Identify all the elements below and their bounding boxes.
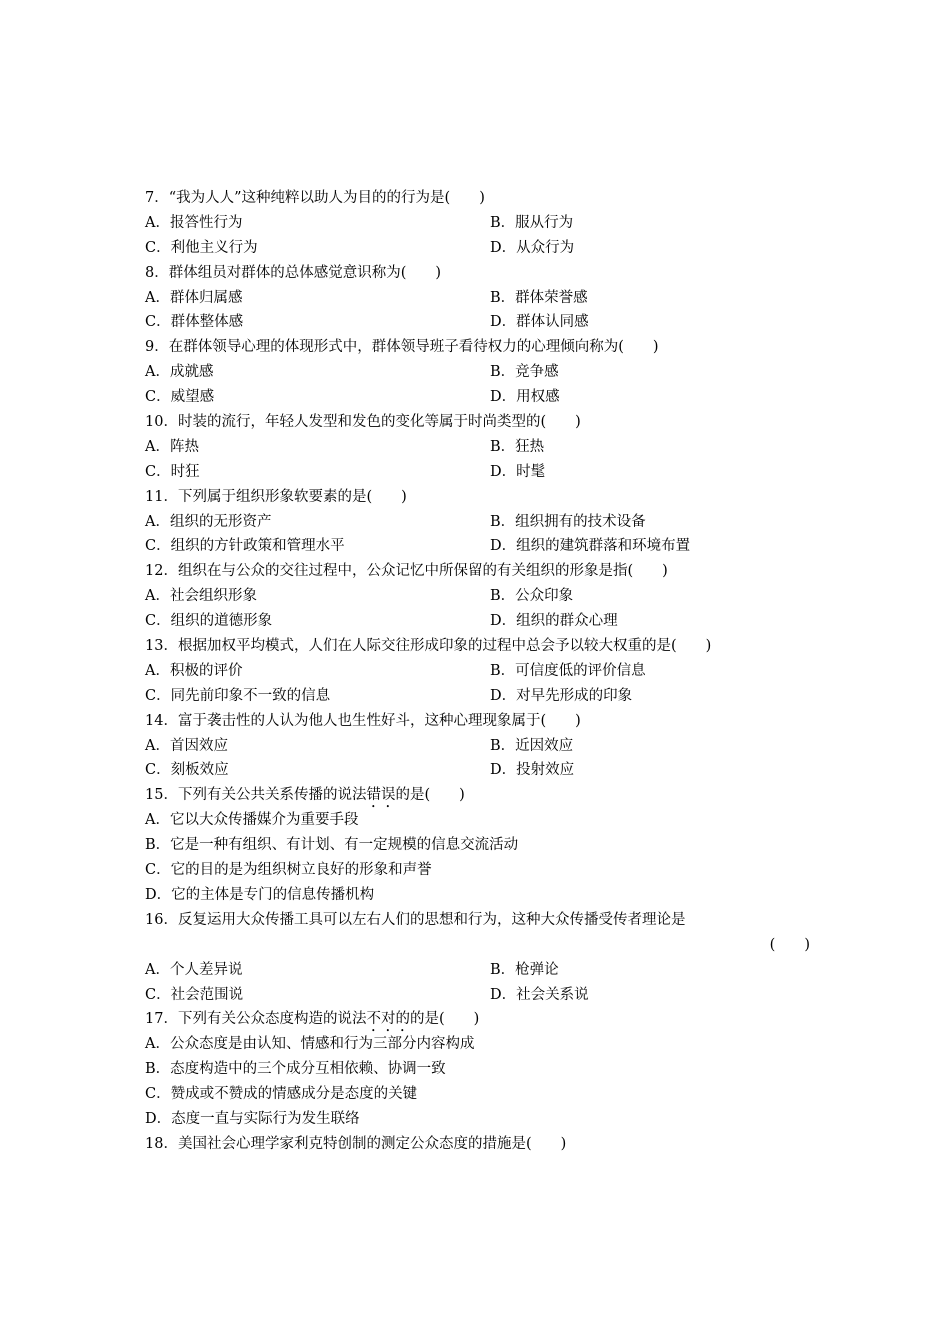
question-stem: 12．组织在与公众的交往过程中，公众记忆中所保留的有关组织的形象是指( ) bbox=[145, 563, 668, 580]
exam-questions bbox=[145, 186, 810, 1157]
option-c: C．它的目的是为组织树立良好的形象和声誉 bbox=[145, 862, 432, 879]
option-a: A．首因效应 bbox=[145, 737, 228, 754]
option-b: B．公众印象 bbox=[490, 588, 574, 605]
question-stem: 9．在群体领导心理的体现形式中，群体领导班子看待权力的心理倾向称为( ) bbox=[145, 339, 659, 356]
option-d: D．从众行为 bbox=[490, 239, 575, 256]
option-b: B．枪弹论 bbox=[490, 961, 559, 978]
option-b: B．组织拥有的技术设备 bbox=[490, 513, 646, 530]
option-c: C．赞成或不赞成的情感成分是态度的关键 bbox=[145, 1086, 418, 1103]
option-c: C．利他主义行为 bbox=[145, 239, 258, 256]
question-stem: 13．根据加权平均模式，人们在人际交往形成印象的过程中总会予以较大权重的是( ) bbox=[145, 638, 712, 655]
option-c: C．群体整体感 bbox=[145, 314, 244, 331]
option-b: B．群体荣誉感 bbox=[490, 289, 588, 306]
stem-text: 的是( ) bbox=[409, 1011, 480, 1028]
option-row bbox=[145, 734, 810, 759]
option-row bbox=[145, 983, 810, 1008]
option-d: D．组织的建筑群落和环境布置 bbox=[490, 538, 691, 555]
option-a: A．报答性行为 bbox=[145, 214, 243, 231]
option-d: D．社会关系说 bbox=[490, 986, 589, 1003]
option-row bbox=[145, 609, 810, 634]
option-d: D．对早先形成的印象 bbox=[490, 687, 633, 704]
option-row bbox=[145, 286, 810, 311]
option-a: A．阵热 bbox=[145, 438, 199, 455]
option-b: B．可信度低的评价信息 bbox=[490, 662, 646, 679]
question-stem: 16．反复运用大众传播工具可以左右人们的思想和行为，这种大众传播受传者理论是 bbox=[145, 911, 686, 928]
question-stem: 18．美国社会心理学家利克特创制的测定公众态度的措施是( ) bbox=[145, 1135, 567, 1152]
option-a: A．个人差异说 bbox=[145, 961, 243, 978]
question-stem: 10．时装的流行，年轻人发型和发色的变化等属于时尚类型的( ) bbox=[145, 414, 581, 431]
option-d: D．群体认同感 bbox=[490, 314, 589, 331]
option-b: B．态度构造中的三个成分互相依赖、协调一致 bbox=[145, 1061, 446, 1078]
option-row bbox=[145, 211, 810, 236]
question-stem bbox=[145, 783, 810, 808]
option-c: C．组织的道德形象 bbox=[145, 613, 273, 630]
question-stem bbox=[145, 1007, 810, 1032]
option-b: B．竞争感 bbox=[490, 364, 559, 381]
option-c: C．同先前印象不一致的信息 bbox=[145, 687, 331, 704]
option-d: D．时髦 bbox=[490, 463, 546, 480]
option-a: A．社会组织形象 bbox=[145, 588, 257, 605]
option-a: A．它以大众传播媒介为重要手段 bbox=[145, 812, 359, 829]
option-d: D．用权感 bbox=[490, 389, 560, 406]
answer-paren: ( ) bbox=[769, 936, 810, 953]
option-c: C．组织的方针政策和管理水平 bbox=[145, 538, 345, 555]
option-c: C．刻板效应 bbox=[145, 762, 229, 779]
option-a: A．组织的无形资产 bbox=[145, 513, 272, 530]
option-a: A．公众态度是由认知、情感和行为三部分内容构成 bbox=[145, 1036, 475, 1053]
option-row bbox=[145, 584, 810, 609]
option-b: B．它是一种有组织、有计划、有一定规模的信息交流活动 bbox=[145, 837, 519, 854]
emphasized-word: 不对的 bbox=[366, 1011, 410, 1028]
option-d: D．它的主体是专门的信息传播机构 bbox=[145, 886, 375, 903]
question-stem: 14．富于袭击性的人认为他人也生性好斗，这种心理现象属于( ) bbox=[145, 712, 581, 729]
option-row bbox=[145, 684, 810, 709]
option-b: B．近因效应 bbox=[490, 737, 574, 754]
emphasized-word: 错误 bbox=[366, 787, 396, 804]
option-b: B．狂热 bbox=[490, 438, 545, 455]
stem-text: 17．下列有关公众态度构造的说法 bbox=[145, 1011, 367, 1028]
option-c: C．社会范围说 bbox=[145, 986, 244, 1003]
option-row bbox=[145, 758, 810, 783]
option-c: C．威望感 bbox=[145, 389, 215, 406]
option-d: D．投射效应 bbox=[490, 762, 575, 779]
option-row bbox=[145, 534, 810, 559]
question-stem: 11．下列属于组织形象软要素的是( ) bbox=[145, 488, 407, 505]
option-row bbox=[145, 310, 810, 335]
question-stem: 8．群体组员对群体的总体感觉意识称为( ) bbox=[145, 264, 442, 281]
option-row bbox=[145, 236, 810, 261]
stem-text: 的是( ) bbox=[395, 787, 465, 804]
option-a: A．群体归属感 bbox=[145, 289, 243, 306]
stem-text: 15．下列有关公共关系传播的说法 bbox=[145, 787, 367, 804]
option-d: D．态度一直与实际行为发生联络 bbox=[145, 1110, 360, 1127]
option-row bbox=[145, 385, 810, 410]
option-row bbox=[145, 460, 810, 485]
option-row bbox=[145, 435, 810, 460]
option-row bbox=[145, 659, 810, 684]
option-b: B．服从行为 bbox=[490, 214, 574, 231]
option-a: A．成就感 bbox=[145, 364, 214, 381]
option-d: D．组织的群众心理 bbox=[490, 613, 618, 630]
option-a: A．积极的评价 bbox=[145, 662, 243, 679]
question-stem: 7．“我为人人”这种纯粹以助人为目的的行为是( ) bbox=[145, 190, 485, 206]
option-row bbox=[145, 360, 810, 385]
option-row bbox=[145, 510, 810, 535]
option-row bbox=[145, 958, 810, 983]
option-c: C．时狂 bbox=[145, 463, 200, 480]
